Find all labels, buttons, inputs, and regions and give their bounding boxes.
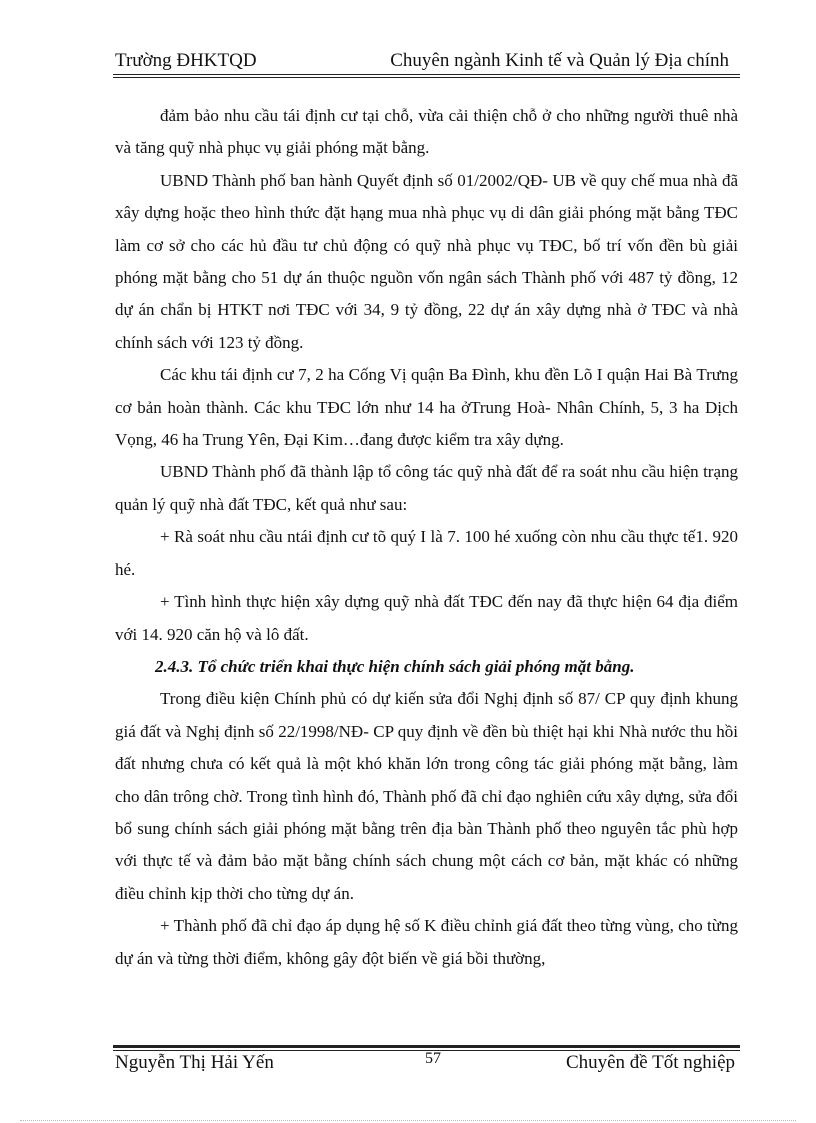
paragraph: Trong điều kiện Chính phủ có dự kiến sửa đổi Nghị định số 87/ CP quy định khung giá đất và Nghị định số 22/1998/NĐ- CP quy định về đền bù thiệt hại khi Nhà nước thu hồi đất nhưng chưa có kết quả là một khó khăn lớn trong công tác giải phóng mặt bằng, làm cho dân trông chờ. Trong tình hình đó, Thành phố đã chỉ đạo nghiên cứu xây dựng, sửa đổi bổ sung chính sách giải phóng mặt bằng trên địa bàn Thành phố theo nguyên tắc phù hợp với thực tế và đảm bảo mặt bằng chính sách chung một cách cơ bản, mặt khác có những điều chỉnh kịp thời cho từng dự án. <box>115 689 738 903</box>
page-header <box>115 48 735 74</box>
paragraph: + Rà soát nhu cầu ntái định cư tõ quý I là 7. 100 hé xuống còn nhu cầu thực tế1. 920 hé. <box>115 527 738 579</box>
footer-rule <box>113 1045 740 1048</box>
paragraph: + Tình hình thực hiện xây dựng quỹ nhà đất TĐC đến nay đã thực hiện 64 địa điểm với 14. 920 căn hộ và lô đất. <box>115 592 738 644</box>
paragraph: + Thành phố đã chỉ đạo áp dụng hệ số K điều chỉnh giá đất theo từng vùng, cho từng dự án và từng thời điểm, không gây đột biến về giá bồi thường, <box>115 916 738 968</box>
header-university: Trường ĐHKTQD <box>115 50 257 71</box>
footer-doc-type: Chuyên đề Tốt nghiệp <box>565 1052 735 1073</box>
footer-author: Nguyễn Thị Hải Yến <box>115 1052 274 1073</box>
paragraph: Các khu tái định cư 7, 2 ha Cống Vị quận Ba Đình, khu đền Lõ I quận Hai Bà Trưng cơ bản hoàn thành. Các khu TĐC lớn như 14 ha ởTrung Hoà- Nhân Chính, 5, 3 ha Dịch Vọng, 46 ha Trung Yên, Đại Kim…đang được kiểm tra xây dựng. <box>115 365 738 450</box>
page-number: 57 <box>425 1050 441 1067</box>
header-major: Chuyên ngành Kinh tế và Quản lý Địa chính <box>390 50 729 71</box>
header-rule <box>113 74 740 78</box>
paragraph: đảm bảo nhu cầu tái định cư tại chỗ, vừa cải thiện chỗ ở cho những người thuê nhà và tăng quỹ nhà phục vụ giải phóng mặt bằng. <box>115 106 738 158</box>
paragraph: UBND Thành phố ban hành Quyết định số 01/2002/QĐ- UB về quy chế mua nhà đã xây dựng hoặc theo hình thức đặt hạng mua nhà phục vụ di dân giải phóng mặt bằng TĐC làm cơ sở cho các hủ đầu tư chủ động có quỹ nhà phục vụ TĐC, bố trí vốn đền bù giải phóng mặt bằng cho 51 dự án thuộc nguồn vốn ngân sách Thành phố với 487 tỷ đồng, 12 dự án chẩn bị HTKT nơi TĐC với 34, 9 tỷ đồng, 22 dự án xây dựng nhà ở TĐC và nhà chính sách với 123 tỷ đồng. <box>115 170 738 352</box>
section-heading: 2.4.3. Tổ chức triển khai thực hiện chính sách giải phóng mặt bằng. <box>155 656 635 676</box>
page-bottom-dots <box>20 1120 796 1121</box>
paragraph: UBND Thành phố đã thành lập tổ công tác quỹ nhà đất để ra soát nhu cầu hiện trạng quản lý quỹ nhà đất TĐC, kết quả như sau: <box>115 462 738 514</box>
page-footer <box>115 1050 735 1076</box>
document-body <box>115 100 738 975</box>
